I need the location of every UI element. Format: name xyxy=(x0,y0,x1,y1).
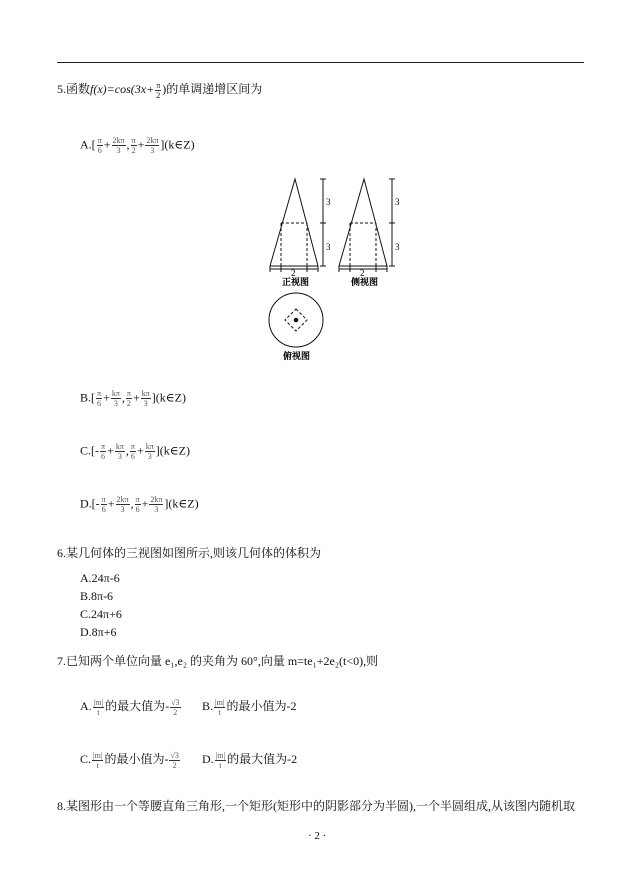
front-dim-top: 3 xyxy=(326,197,331,207)
question-7-stem: 7.已知两个单位向量 e₁,e₂ 的夹角为 60°,向量 m=te₁+2e₂(t<0),则 xyxy=(57,654,379,668)
q6-option-d[interactable]: D.8π+6 xyxy=(80,625,117,639)
three-view-figure xyxy=(260,172,420,368)
side-dim-top: 3 xyxy=(395,197,400,207)
q6-option-b[interactable]: B.8π-6 xyxy=(80,589,114,603)
side-view xyxy=(339,179,395,272)
question-6-stem: 6.某几何体的三视图如图所示,则该几何体的体积为 xyxy=(57,546,322,560)
side-dim-width: 2 xyxy=(360,268,365,278)
q5-option-c[interactable]: C.[- $\frac{\pi}{6}$ + $\frac{k\pi}{3}$ , $\frac{\pi}{6}$ + $\frac{k\pi}{3}$ ](k∈Z) xyxy=(80,442,190,461)
q7-option-c[interactable]: C. $\frac{|m|}{t}$ 的最小值为- $\frac{√3}{2}$ xyxy=(80,750,179,770)
q5-fraction: $\frac{\pi}{2}$ xyxy=(156,80,161,100)
q7-option-d[interactable]: D. $\frac{|m|}{t}$ 的最大值为-2 xyxy=(202,750,298,770)
page-number: · 2 · xyxy=(308,830,327,842)
top-view-label: 俯视图 xyxy=(283,351,311,361)
q6-option-c[interactable]: C.24π+6 xyxy=(80,607,122,621)
q5-function: f(x)=cos(3x+ xyxy=(90,82,155,96)
q7-option-a[interactable]: A. $\frac{|m|}{t}$ 的最大值为- $\frac{√3}{2}$ xyxy=(80,697,180,717)
side-view-label: 侧视图 xyxy=(351,277,379,287)
q5-option-a[interactable]: A.[ $\frac{\pi}{6}$ + $\frac{2k\pi}{3}$ , $\frac{\pi}{2}$ + $\frac{2k\pi}{3}$ ](k∈Z) xyxy=(80,136,195,155)
q7-option-b[interactable]: B. $\frac{|m|}{t}$ 的最小值为-2 xyxy=(202,697,297,717)
q5-suffix: )的单调递增区间为 xyxy=(162,82,263,96)
front-dim-width: 2 xyxy=(291,268,296,278)
header-rule xyxy=(57,62,584,63)
q5-prefix: 5.函数 xyxy=(57,82,91,96)
q5-option-b[interactable]: B.[ $\frac{\pi}{6}$ + $\frac{k\pi}{3}$ , $\frac{\pi}{2}$ + $\frac{k\pi}{3}$ ](k∈Z) xyxy=(80,389,186,408)
front-dim-bottom: 3 xyxy=(326,242,331,252)
top-view xyxy=(269,293,323,347)
front-view xyxy=(270,179,326,272)
side-dim-bottom: 3 xyxy=(395,242,400,252)
front-view-label: 正视图 xyxy=(282,277,310,287)
question-8-stem: 8.某图形由一个等腰直角三角形,一个矩形(矩形中的阴影部分为半圆),一个半圆组成,从该图内随机取 xyxy=(57,799,575,813)
q5-option-d[interactable]: D.[- $\frac{\pi}{6}$ + $\frac{2k\pi}{3}$ , $\frac{\pi}{6}$ + $\frac{2k\pi}{3}$ ](k∈Z) xyxy=(80,495,199,514)
question-5-stem xyxy=(57,80,262,100)
q6-option-a[interactable]: A.24π-6 xyxy=(80,571,120,585)
